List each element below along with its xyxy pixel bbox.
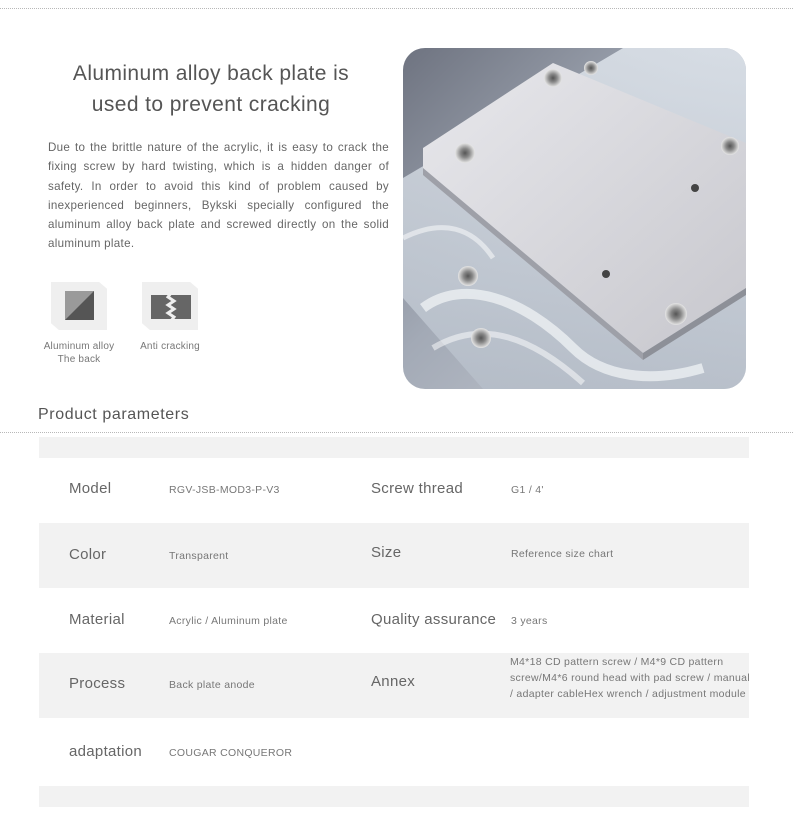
feature-caption: Aluminum alloy The back <box>43 341 115 365</box>
back-plate-image <box>403 48 746 389</box>
heading-line-2: used to prevent cracking <box>91 93 331 116</box>
section-divider <box>0 432 793 433</box>
parameters-title: Product parameters <box>38 406 190 423</box>
param-value: G1 / 4' <box>511 484 544 496</box>
heading-line-1: Aluminum alloy back plate is <box>72 62 350 85</box>
anti-cracking-icon <box>142 282 198 330</box>
param-label: Annex <box>371 673 416 690</box>
param-label: adaptation <box>69 743 143 760</box>
parameters-table <box>39 437 749 807</box>
table-spacer <box>39 786 749 807</box>
param-value: Reference size chart <box>511 548 614 560</box>
table-row <box>39 523 749 588</box>
table-spacer <box>39 437 749 458</box>
table-row <box>39 458 749 523</box>
param-label: Size <box>371 544 402 561</box>
param-value: Acrylic / Aluminum plate <box>169 615 288 627</box>
table-row <box>39 588 749 653</box>
param-value: Transparent <box>169 550 229 562</box>
param-label: Quality assurance <box>371 611 497 628</box>
table-row <box>39 718 749 786</box>
param-label: Model <box>69 480 112 497</box>
param-value: Back plate anode <box>169 679 255 691</box>
feature-tile <box>142 282 198 330</box>
aluminum-plate-icon <box>51 282 107 330</box>
feature-anti-cracking <box>125 282 215 353</box>
table-row <box>39 653 749 718</box>
feature-aluminum <box>34 282 124 366</box>
param-value: 3 years <box>511 615 548 627</box>
feature-caption: Anti cracking <box>140 341 200 352</box>
param-value: RGV-JSB-MOD3-P-V3 <box>169 484 280 496</box>
intro-heading <box>40 58 382 120</box>
product-photo <box>403 48 746 389</box>
param-label: Material <box>69 611 125 628</box>
param-label: Screw thread <box>371 480 463 497</box>
param-label: Process <box>69 675 126 692</box>
param-label: Color <box>69 546 107 563</box>
intro-paragraph: Due to the brittle nature of the acrylic, it is easy to crack the fixing screw by hard twisting, which is a hidden danger of safety. In order to avoid this kind of problem caused by inexperienced beginners, Bykski specially configured the aluminum alloy back plate and screwed directly on the solid aluminum plate. <box>48 141 389 251</box>
param-value: COUGAR CONQUEROR <box>169 747 293 759</box>
param-value: M4*18 CD pattern screw / M4*9 CD pattern screw/M4*6 round head with pad screw / manual / adapter cableHex wrench / adjustment module <box>510 656 750 700</box>
feature-tile <box>51 282 107 330</box>
top-divider <box>0 8 793 9</box>
